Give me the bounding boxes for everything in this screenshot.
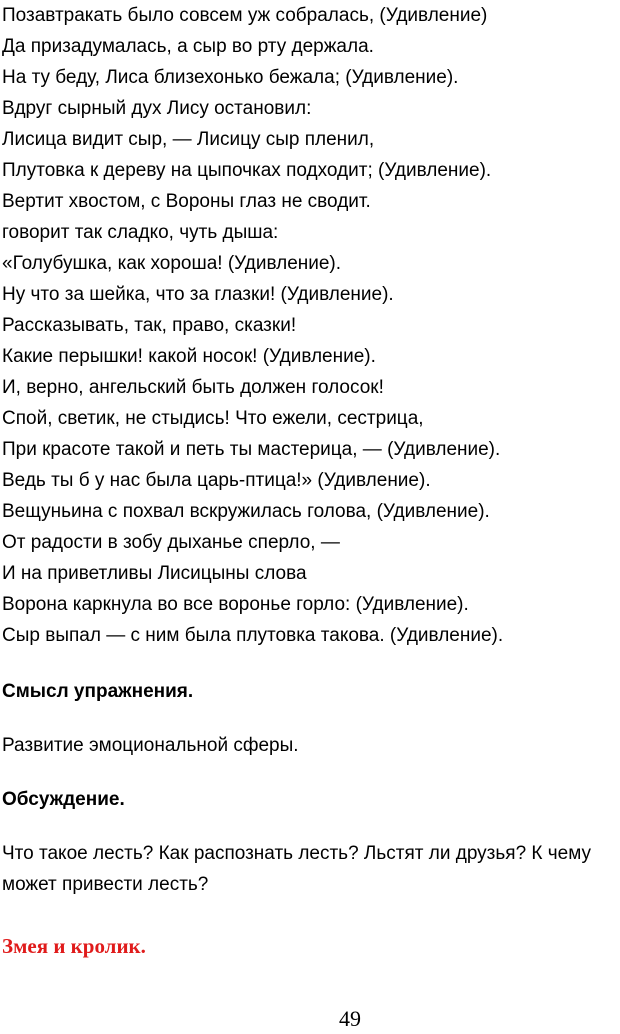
- poem-line: Плутовка к дереву на цыпочках подходит; (Удивление).: [2, 160, 492, 181]
- poem-line: Да призадумалась, а сыр во рту держала.: [2, 36, 374, 57]
- poem-line: Спой, светик, не стыдись! Что ежели, сестрица,: [2, 408, 424, 429]
- discussion-line: Что такое лесть? Как распознать лесть? Льстят ли друзья? К чему: [2, 843, 592, 864]
- poem-line: Позавтракать было совсем уж собралась, (Удивление): [2, 5, 488, 26]
- poem-line: Вертит хвостом, с Вороны глаз не сводит.: [2, 191, 371, 212]
- poem-line: Ну что за шейка, что за глазки! (Удивление).: [2, 284, 394, 305]
- poem-line: Вещуньина с похвал вскружилась голова, (Удивление).: [2, 501, 490, 522]
- poem-line: На ту беду, Лиса близехонько бежала; (Удивление).: [2, 67, 459, 88]
- poem-line: От радости в зобу дыханье сперло, —: [2, 532, 340, 553]
- discussion-line: может привести лесть?: [2, 874, 209, 895]
- poem-line: Ворона каркнула во все воронье горло: (Удивление).: [2, 594, 469, 615]
- next-exercise-title: Змея и кролик.: [2, 934, 146, 958]
- meaning-text: Развитие эмоциональной сферы.: [2, 735, 299, 756]
- poem-line: «Голубушка, как хороша! (Удивление).: [2, 253, 342, 274]
- poem-line: И на приветливы Лисицыны слова: [2, 563, 307, 584]
- discussion-heading: Обсуждение.: [2, 789, 125, 810]
- poem-line: При красоте такой и петь ты мастерица, — (Удивление).: [2, 439, 501, 460]
- poem-line: Сыр выпал — с ним была плутовка такова. (Удивление).: [2, 625, 504, 646]
- poem-line: И, верно, ангельский быть должен голосок!: [2, 377, 384, 398]
- poem-line: Вдруг сырный дух Лису остановил:: [2, 98, 312, 119]
- poem-line: Лисица видит сыр, — Лисицу сыр пленил,: [2, 129, 375, 150]
- poem-line: Какие перышки! какой носок! (Удивление).: [2, 346, 376, 367]
- poem-line: Рассказывать, так, право, сказки!: [2, 315, 297, 336]
- poem-text: [2, 0, 620, 651]
- page-number: 49: [339, 1006, 361, 1031]
- poem-line: Ведь ты б у нас была царь-птица!» (Удивление).: [2, 470, 431, 491]
- poem-line: говорит так сладко, чуть дыша:: [2, 222, 279, 243]
- discussion-text: [2, 838, 620, 900]
- meaning-heading: Смысл упражнения.: [2, 681, 194, 702]
